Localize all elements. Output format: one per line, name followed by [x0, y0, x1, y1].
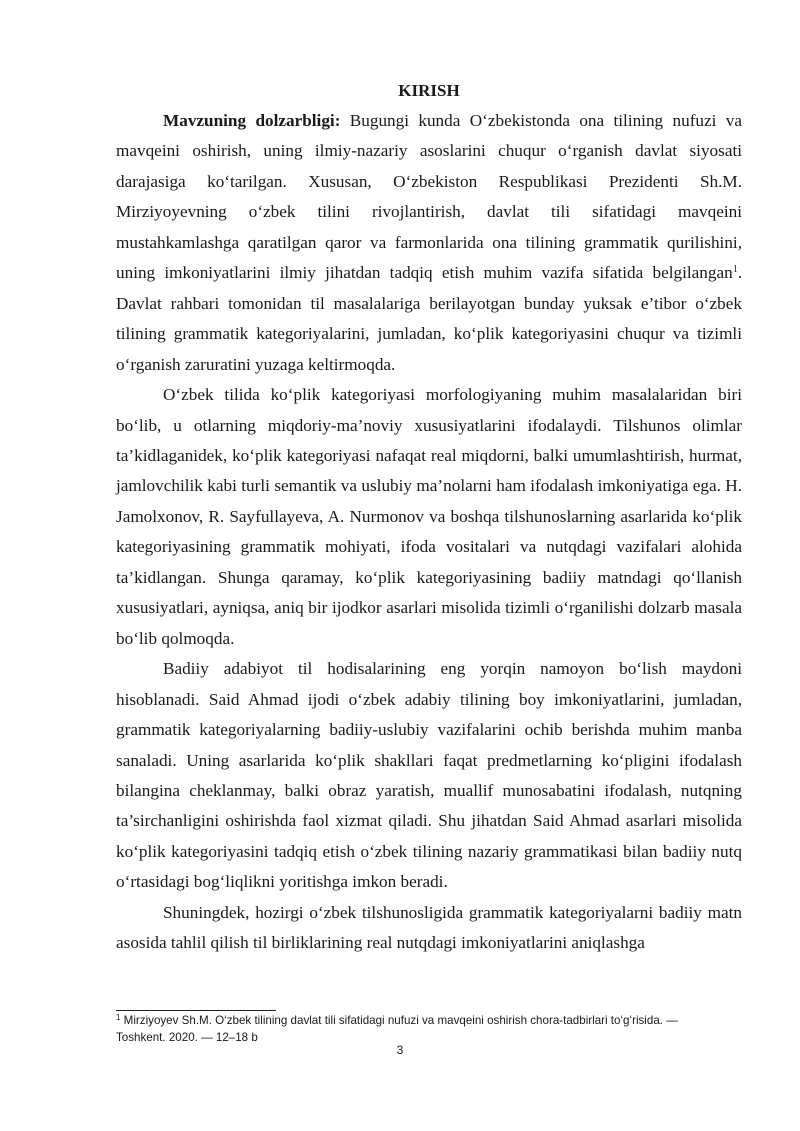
paragraph-relevance	[116, 106, 742, 380]
paragraph-lead: Mavzuning dolzarbligi:	[163, 111, 341, 130]
page-number: 3	[396, 1043, 404, 1057]
footnote-reference[interactable]: 1	[732, 264, 738, 276]
section-title: KIRISH	[398, 81, 460, 100]
footnote-divider	[116, 1010, 276, 1011]
footnote	[116, 1012, 716, 1046]
footnote-marker: 1	[116, 1013, 121, 1022]
paragraph-text: Bugungi kunda O‘zbekistonda ona tilining nufuzi va mavqeini oshirish, uning ilmiy-nazariy asoslarini chuqur o‘rganish davlat siyosati darajasiga ko‘tarilgan. Xususan, O‘zbekiston Respublikasi Prezidenti Sh.M. Mirziyoyevning o‘zbek tilini rivojlantirish, davlat tili sifatidagi mavqeini mustahkamlashga qaratilgan qaror va farmonlarida ona tilining grammatik qurilishini, uning imkoniyatlarini ilmiy jihatdan tadqiq etish muhim vazifa sifatida belgilangan	[116, 111, 742, 283]
paragraph-modern-linguistics: Shuningdek, hozirgi o‘zbek tilshunosligida grammatik kategoriyalarni badiiy matn asosida tahlil qilish til birliklarining real nutqdagi imkoniyatlarini aniqlashga	[116, 902, 742, 953]
paragraph-text-continued: . Davlat rahbari tomonidan til masalalariga berilayotgan bunday yuksak e’tibor o‘zbek tilining grammatik kategoriyalarini, jumladan, ko‘plik kategoriyasini chuqur va tizimli o‘rganish zaruratini yuzaga keltirmoqda.	[116, 263, 742, 374]
paragraph-plural-category: O‘zbek tilida ko‘plik kategoriyasi morfologiyaning muhim masalalaridan biri bo‘lib, u otlarning miqdoriy-ma’noviy xususiyatlarini ifodalaydi. Tilshunos olimlar ta’kidlaganidek, ko‘plik kategoriyasi nafaqat real miqdorni, balki umumlashtirish, hurmat, jamlovchilik kabi turli semantik va uslubiy ma’nolarni ham ifodalash imkoniyatiga ega. H. Jamolxonov, R. Sayfullayeva, A. Nurmonov va boshqa tilshunoslarning asarlarida ko‘plik kategoriyasining grammatik mohiyati, ifoda vositalari va nutqdagi vazifalari alohida ta’kidlangan. Shunga qaramay, ko‘plik kategoriyasining badiiy matndagi qo‘llanish xususiyatlari, ayniqsa, aniq bir ijodkor asarlari misolida tizimli o‘rganilishi dolzarb masala bo‘lib qolmoqda.	[116, 385, 742, 648]
footnote-text: Mirziyoyev Sh.M. O‘zbek tilining davlat tili sifatidagi nufuzi va mavqeini oshirish chora-tadbirlari to‘g‘risida. — Toshkent. 2020. — 12–18 b	[116, 1014, 678, 1044]
document-body	[116, 70, 742, 959]
paragraph-literature: Badiiy adabiyot til hodisalarining eng yorqin namoyon bo‘lish maydoni hisoblanadi. Said Ahmad ijodi o‘zbek adabiy tilining boy imkoniyatlarini, jumladan, grammatik kategoriyalarning badiiy-uslubiy vazifalarini ochib berishda muhim manba sanaladi. Uning asarlarida ko‘plik shakllari faqat predmetlarning ko‘pligini ifodalash bilangina cheklanmay, balki obraz yaratish, muallif munosabatini ifodalash, nutqning ta’sirchanligini oshirishda faol xizmat qiladi. Shu jihatdan Said Ahmad asarlari misolida ko‘plik kategoriyasini tadqiq etish o‘zbek tilining nazariy grammatikasi bilan badiiy nutq o‘rtasidagi bog‘liqlikni yoritishga imkon beradi.	[116, 659, 742, 892]
